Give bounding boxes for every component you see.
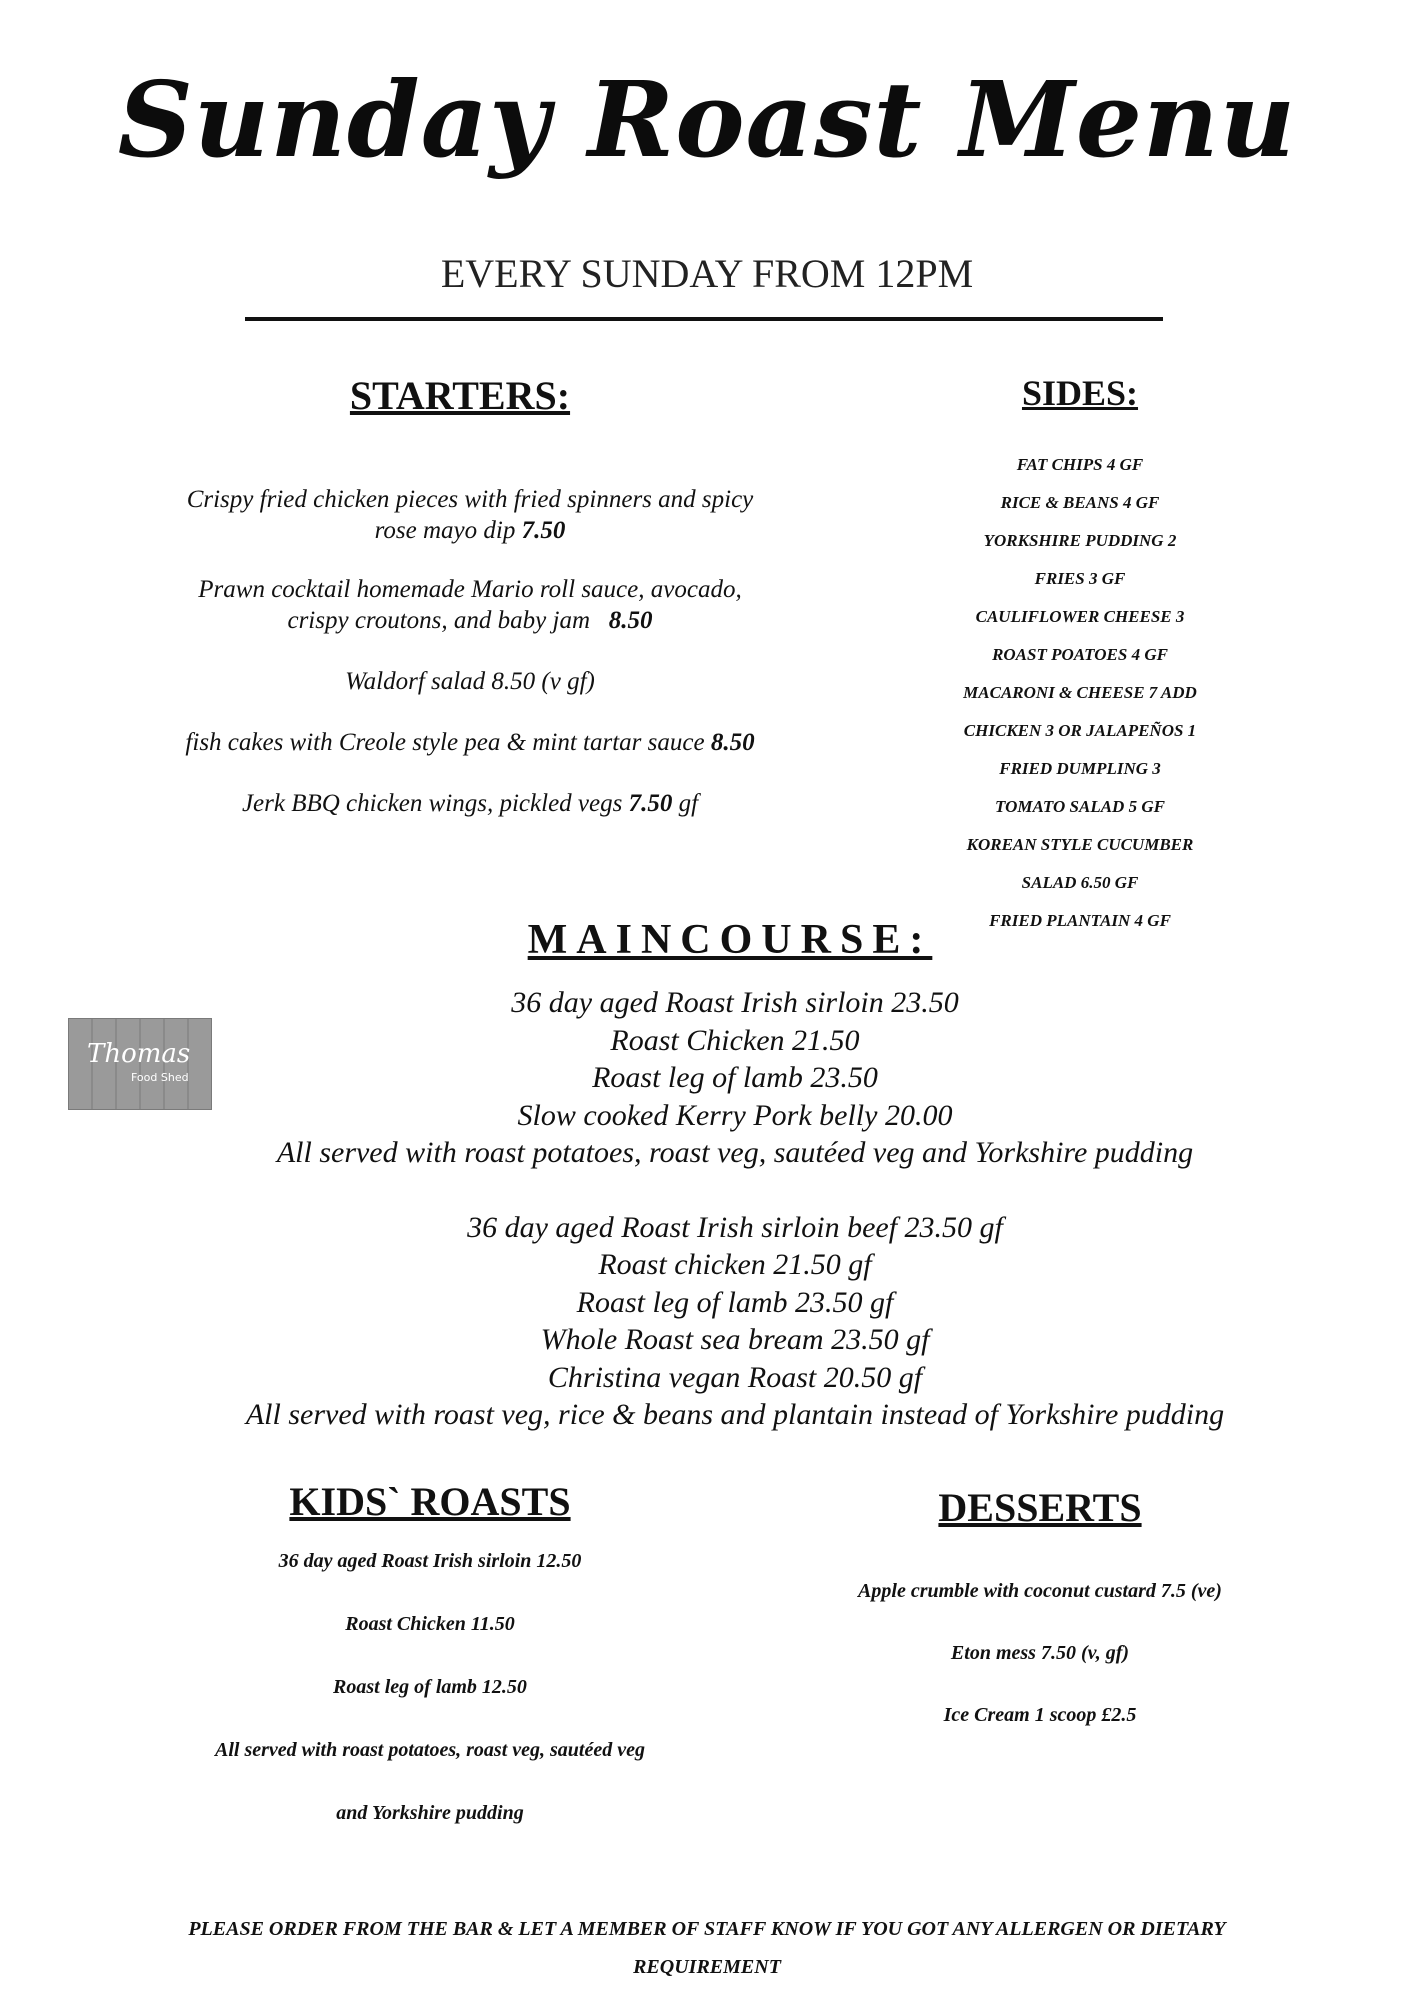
menu-title: Sunday Roast Menu	[117, 58, 1297, 181]
starter-line: Jerk BBQ chicken wings, pickled vegs	[241, 790, 623, 817]
footer-line: REQUIREMENT	[633, 1956, 781, 1978]
main-item: Whole Roast sea bream 23.50 gf	[540, 1323, 930, 1356]
desserts-heading: DESSERTS	[938, 1485, 1142, 1530]
desserts-list	[790, 1560, 1290, 1746]
starter-line: rose mayo dip	[374, 517, 516, 544]
main-item: Roast chicken 21.50 gf	[598, 1248, 872, 1281]
side-item: SALAD 6.50 GF	[1021, 873, 1139, 892]
side-item: FRIES 3 GF	[1034, 569, 1126, 588]
starter-line: Prawn cocktail homemade Mario roll sauce, avocado,	[198, 576, 742, 603]
dessert-item: Apple crumble with coconut custard 7.5 (ve)	[858, 1580, 1222, 1602]
main-item: Roast leg of lamb 23.50	[592, 1061, 878, 1094]
side-item: RICE & BEANS 4 GF	[1000, 493, 1160, 512]
side-item: FRIED PLANTAIN 4 GF	[989, 911, 1171, 930]
main-item: 36 day aged Roast Irish sirloin 23.50	[511, 986, 959, 1019]
kids-note: All served with roast potatoes, roast veg, sautéed veg	[215, 1739, 645, 1761]
footer-note	[60, 1910, 1354, 1986]
starter-price: 7.50	[628, 790, 673, 817]
starter-line: Waldorf salad 8.50 (v gf)	[345, 668, 595, 695]
side-item: CAULIFLOWER CHEESE 3	[975, 607, 1185, 626]
maincourse-heading: MAINCOURSE:	[527, 917, 933, 963]
starter-price: 8.50	[608, 607, 653, 634]
main-note: All served with roast potatoes, roast veg, sautéed veg and Yorkshire pudding	[276, 1136, 1194, 1169]
starter-line: fish cakes with Creole style pea & mint tartar sauce	[185, 729, 705, 756]
side-item: YORKSHIRE PUDDING 2	[983, 531, 1177, 550]
starters-heading: STARTERS:	[349, 373, 571, 418]
starter-item	[150, 727, 790, 758]
starter-item	[150, 666, 790, 697]
main-item: Roast Chicken 21.50	[610, 1023, 860, 1057]
kids-heading: KIDS` ROASTS	[289, 1479, 571, 1524]
starter-line: Crispy fried chicken pieces with fried spinners and spicy	[186, 486, 754, 513]
main-item: Roast leg of lamb 23.50 gf	[576, 1285, 894, 1319]
kids-item: 36 day aged Roast Irish sirloin 12.50	[278, 1550, 582, 1572]
sides-list	[920, 446, 1240, 940]
main-item: 36 day aged Roast Irish sirloin beef 23.50 gf	[467, 1210, 1003, 1244]
starter-item	[150, 484, 790, 546]
side-item: ROAST POATOES 4 GF	[992, 645, 1168, 664]
kids-note: and Yorkshire pudding	[336, 1802, 524, 1824]
main-item: Christina vegan Roast 20.50 gf	[547, 1360, 923, 1394]
footer-line: PLEASE ORDER FROM THE BAR & LET A MEMBER OF STAFF KNOW IF YOU GOT ANY ALLERGEN OR DIETARY	[188, 1918, 1226, 1940]
starter-item	[150, 788, 790, 819]
starters-list	[150, 484, 790, 819]
menu-subtitle: EVERY SUNDAY FROM 12PM	[440, 251, 974, 296]
logo-subtitle: Food Shed	[131, 1071, 189, 1084]
sides-heading: SIDES:	[1021, 373, 1139, 413]
main-note: All served with roast veg, rice & beans and plantain instead of Yorkshire pudding	[245, 1398, 1225, 1431]
starter-price: 8.50	[710, 729, 755, 756]
kids-item: Roast Chicken 11.50	[345, 1613, 515, 1635]
side-item: CHICKEN 3 OR JALAPEÑOS 1	[963, 721, 1197, 740]
maincourse-list	[150, 984, 1320, 1434]
starter-line: crispy croutons, and baby jam	[287, 607, 590, 634]
starter-item	[150, 574, 790, 636]
dessert-item: Eton mess 7.50 (v, gf)	[950, 1642, 1130, 1664]
logo-name: Thomas	[87, 1039, 191, 1069]
side-item: TOMATO SALAD 5 GF	[995, 797, 1165, 816]
side-item: FRIED DUMPLING 3	[999, 759, 1161, 778]
side-item: MACARONI & CHEESE 7 ADD	[963, 683, 1197, 702]
kids-item: Roast leg of lamb 12.50	[333, 1676, 527, 1698]
side-item: FAT CHIPS 4 GF	[1016, 455, 1144, 474]
main-item: Slow cooked Kerry Pork belly 20.00	[517, 1098, 953, 1132]
side-item: KOREAN STYLE CUCUMBER	[966, 835, 1194, 854]
dessert-item: Ice Cream 1 scoop £2.5	[943, 1704, 1137, 1726]
starter-price: 7.50	[521, 517, 566, 544]
starter-dietary: gf	[672, 790, 699, 817]
kids-list	[140, 1530, 720, 1845]
header-divider	[245, 317, 1163, 321]
